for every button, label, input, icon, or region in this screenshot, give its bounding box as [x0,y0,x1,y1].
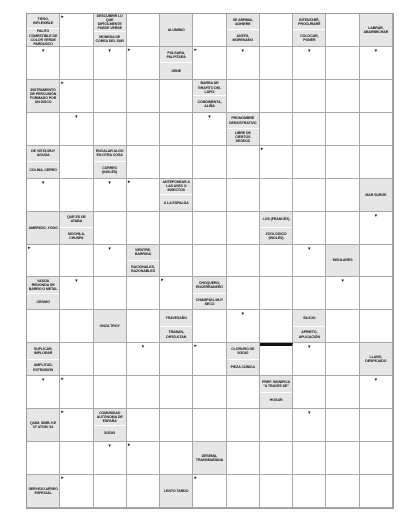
answer-cell[interactable] [360,146,393,179]
answer-cell[interactable] [193,376,226,409]
arrow-down-icon: ▾ [308,410,311,417]
clue-text: LABRAR, ABARBECHAR [363,25,389,34]
clue-cell [193,442,226,475]
answer-cell[interactable] [293,47,326,80]
answer-cell[interactable] [260,442,293,475]
answer-cell[interactable] [127,277,160,310]
arrow-down-icon: ▾ [108,47,111,54]
clue-text: SUPLICAR, IMPLORAR [33,346,53,356]
answer-cell[interactable] [27,47,60,80]
clue-cell [227,343,260,376]
answer-cell[interactable] [94,245,127,278]
clue-text: COLINA, CERRO [27,161,59,177]
answer-cell[interactable] [360,80,393,113]
answer-cell[interactable] [60,179,93,212]
answer-cell[interactable] [293,277,326,310]
clue-cell [227,113,260,146]
answer-cell[interactable] [227,475,260,508]
answer-cell[interactable] [94,442,127,475]
clue-text: CROMO [27,293,59,309]
answer-cell[interactable] [160,113,193,146]
answer-cell[interactable] [160,80,193,113]
answer-cell[interactable] [260,179,293,212]
clue-text: ZOOLÓGICO (INGLÉS) [260,227,292,243]
answer-cell[interactable] [227,277,260,310]
arrow-down-icon: ▾ [41,47,45,54]
clue-text: LOS (FRANCÉS) [262,217,290,222]
answer-cell[interactable] [227,47,260,80]
answer-cell[interactable] [326,146,359,179]
answer-cell[interactable] [326,475,359,508]
answer-cell[interactable] [193,146,226,179]
arrow-right-icon: ▸ [161,277,164,284]
answer-cell[interactable] [60,475,93,508]
clue-cell [260,212,293,245]
answer-cell[interactable] [360,376,393,409]
answer-cell[interactable] [326,277,359,310]
clue-cell [193,80,226,113]
clue-cell [360,179,393,212]
answer-cell[interactable] [293,376,326,409]
clue-text: VIENTRE, BARRIGA [134,248,151,257]
answer-cell[interactable] [260,310,293,343]
answer-cell[interactable] [227,409,260,442]
clue-text: ENCALAR ALGO EN OTRA COSA [95,149,124,158]
clue-text: MAR SURGE [365,192,387,197]
arrow-right-icon: ▸ [260,145,264,152]
clue-cell [94,310,127,343]
answer-cell[interactable] [260,475,293,508]
answer-cell[interactable] [227,212,260,245]
answer-cell[interactable] [227,376,260,409]
answer-cell[interactable] [360,277,393,310]
answer-cell[interactable] [326,212,359,245]
answer-cell[interactable] [293,212,326,245]
answer-cell[interactable] [193,409,226,442]
clue-cell [27,409,60,442]
answer-cell[interactable] [94,343,127,376]
crossword-grid [26,13,394,509]
answer-cell[interactable] [60,146,93,179]
answer-cell[interactable] [193,475,226,508]
answer-cell[interactable] [60,47,93,80]
arrow-down-icon: ▾ [141,344,145,351]
arrow-down-icon: ▾ [108,443,111,450]
answer-cell[interactable] [260,113,293,146]
answer-cell[interactable] [127,14,160,47]
answer-cell[interactable] [293,442,326,475]
answer-cell[interactable] [160,212,193,245]
answer-cell[interactable] [227,310,260,343]
clue-cell [27,80,60,113]
answer-cell[interactable] [293,80,326,113]
clue-text: CHAMPÁN, MUY SECO [193,293,225,309]
answer-cell[interactable] [326,47,359,80]
arrow-right-icon: ▸ [127,178,131,185]
clue-cell [293,14,326,47]
clue-cell [360,14,393,47]
clue-cell [326,245,359,278]
answer-cell[interactable] [160,442,193,475]
answer-cell[interactable] [160,409,193,442]
answer-cell[interactable] [94,212,127,245]
clue-text: SERVICIO AÉREO ESPECIAL [28,486,58,496]
arrow-down-icon: ▾ [208,113,211,120]
clue-text: ANTEPONEAR A LAS AVES O INSECTOS [162,180,190,193]
answer-cell[interactable] [127,113,160,146]
clue-text: PREF. SIGNIFICA "A TRAVÉS DE" [262,379,290,388]
clue-text: PRONOMBRE DEMOSTRATIVO [229,116,257,125]
arrow-down-icon: ▾ [341,278,344,285]
clue-text: COLOCAR, PONER [293,29,325,45]
clue-text: AMPLITUD, EXTENSIÓN [27,359,59,375]
clue-cell [293,310,326,343]
arrow-right-icon: ▸ [61,409,64,416]
answer-cell[interactable] [193,14,226,47]
clue-text: PIEZA CÚBICA [227,359,259,375]
clue-text: AMERICIO, YODO [28,225,58,230]
clue-text: CONDIMENTA, ALIÑA [193,95,225,111]
answer-cell[interactable] [260,277,293,310]
answer-cell[interactable] [260,409,293,442]
clue-text: COMUNIDAD AUTÓNOMA DE ESPAÑA [96,410,123,423]
answer-cell[interactable] [127,146,160,179]
answer-cell[interactable] [293,179,326,212]
answer-cell[interactable] [326,310,359,343]
answer-cell[interactable] [127,80,160,113]
clue-text: CHOQUERO, ENCERRADERO [195,281,224,290]
answer-cell[interactable] [94,376,127,409]
answer-cell[interactable] [127,409,160,442]
answer-cell[interactable] [293,343,326,376]
clue-text: GENE [160,62,192,78]
clue-text: SODIO [94,425,126,441]
clue-text: ONZA TROY [99,324,120,329]
answer-cell[interactable] [60,343,93,376]
answer-cell[interactable] [160,146,193,179]
arrow-right-icon: ▸ [61,475,64,482]
clue-text: MOCHILA, CHUSPA [60,227,92,243]
answer-cell[interactable] [193,113,226,146]
clue-cell [94,14,127,47]
answer-cell[interactable] [227,245,260,278]
arrow-down-icon: ▾ [75,278,78,285]
clue-text: LENTO TARDO [163,488,189,493]
clue-cell [227,14,260,47]
answer-cell[interactable] [193,343,226,376]
answer-cell[interactable] [27,245,60,278]
clue-cell [27,277,60,310]
clue-cell [193,277,226,310]
answer-cell[interactable] [326,113,359,146]
answer-cell[interactable] [160,343,193,376]
answer-cell[interactable] [60,277,93,310]
answer-cell[interactable] [193,310,226,343]
arrow-down-icon: ▾ [108,179,111,186]
answer-cell[interactable] [127,179,160,212]
clue-text: HOGAR [260,392,292,408]
answer-cell[interactable] [94,80,127,113]
clue-cell [160,310,193,343]
clue-cell [160,47,193,80]
answer-cell[interactable] [326,14,359,47]
answer-cell[interactable] [360,475,393,508]
clue-text: SE ARRIMA, ADHIERE [232,17,253,26]
arrow-right-icon: ▸ [194,475,197,482]
arrow-right-icon: ▸ [61,14,64,20]
arrow-down-icon: ▾ [41,377,45,384]
answer-cell[interactable] [193,179,226,212]
clue-text: CORREO (INGLÉS) [94,161,126,177]
answer-cell[interactable] [326,442,359,475]
answer-cell[interactable] [360,442,393,475]
arrow-down-icon: ▾ [308,344,311,351]
answer-cell[interactable] [360,212,393,245]
clue-text: ANTES, MORENANO [227,29,259,45]
clue-cell [94,409,127,442]
answer-cell[interactable] [60,245,93,278]
arrow-right-icon: ▸ [194,46,197,53]
answer-cell[interactable] [260,80,293,113]
arrow-down-icon: ▾ [108,245,111,252]
arrow-right-icon: ▸ [127,442,131,449]
answer-cell[interactable] [160,245,193,278]
arrow-down-icon: ▾ [308,47,311,54]
clue-cell [160,14,193,47]
answer-cell[interactable] [260,343,293,376]
answer-cell[interactable] [326,80,359,113]
answer-cell[interactable] [94,113,127,146]
answer-cell[interactable] [127,47,160,80]
arrow-down-icon: ▾ [41,179,45,186]
clue-cell [27,475,60,508]
answer-cell[interactable] [94,47,127,80]
answer-cell[interactable] [94,277,127,310]
answer-cell[interactable] [360,409,393,442]
answer-cell[interactable] [193,47,226,80]
answer-cell[interactable] [360,113,393,146]
answer-cell[interactable] [127,212,160,245]
answer-cell[interactable] [27,179,60,212]
answer-cell[interactable] [293,475,326,508]
answer-cell[interactable] [60,376,93,409]
clue-text: BARRA DE GRAFITO DEL LÁPIZ [197,81,222,94]
clue-cell [160,475,193,508]
clue-text: TRAVESAÑO [165,316,187,321]
clue-text: LIBRE DE CIERTOS DESEOS [227,128,259,144]
answer-cell[interactable] [260,245,293,278]
clue-cell [127,245,160,278]
clue-cell [27,14,60,47]
answer-cell[interactable] [360,310,393,343]
clue-text: VASIJA REDONDA DE BARRO O METAL [28,279,58,292]
answer-cell[interactable] [60,14,93,47]
clue-text: PALITO COMESTIBLE DE COLOR VERDE PARDUSCO [29,29,58,46]
arrow-right-icon: ▸ [127,46,131,53]
arrow-down-icon: ▾ [308,245,311,252]
clue-cell [160,179,193,212]
answer-cell[interactable] [94,179,127,212]
answer-cell[interactable] [160,277,193,310]
answer-cell[interactable] [260,146,293,179]
answer-cell[interactable] [326,409,359,442]
clue-cell [260,376,293,409]
answer-cell[interactable] [127,343,160,376]
answer-cell[interactable] [326,343,359,376]
clue-text: CLORURO DE SODIO [231,346,255,356]
answer-cell[interactable] [27,310,60,343]
arrow-down-icon: ▾ [374,47,378,54]
arrow-right-icon: ▸ [61,376,64,383]
answer-cell[interactable] [127,310,160,343]
clue-text: INSULARES [332,258,353,263]
answer-cell[interactable] [227,80,260,113]
answer-cell[interactable] [27,113,60,146]
arrow-down-icon: ▾ [374,212,378,219]
clue-text: LLANO, DESPEJADO [365,355,387,364]
answer-cell[interactable] [27,376,60,409]
clue-text: DESEMA, TRANSMAÑANA [195,453,224,463]
clue-text: APRIETO, APLICACIÓN [293,326,325,342]
clue-text: TIESO, INFLEXIBLE [33,17,54,26]
clue-cell [27,212,60,245]
answer-cell[interactable] [193,212,226,245]
answer-cell[interactable] [227,179,260,212]
answer-cell[interactable] [360,47,393,80]
arrow-right-icon: ▸ [28,244,31,251]
answer-cell[interactable] [127,376,160,409]
clue-text: MONEDA DE COREA DEL SUR [94,31,126,46]
answer-cell[interactable] [293,146,326,179]
clue-cell [94,146,127,179]
arrow-down-icon: ▾ [75,113,78,120]
clue-text: INTENTARÉ, PROCURARÉ [298,17,321,26]
clue-text: PULSARA, PALPITARA [166,50,186,59]
answer-cell[interactable] [360,245,393,278]
answer-cell[interactable] [193,245,226,278]
clue-text: QUIM. SIMB. KE Nº ATOM. 54 [30,421,57,430]
answer-cell[interactable] [293,245,326,278]
arrow-down-icon: ▾ [241,311,245,318]
answer-cell[interactable] [260,47,293,80]
clue-cell [60,212,93,245]
answer-cell[interactable] [60,80,93,113]
clue-text: ALUMINIO [167,27,185,32]
answer-cell[interactable] [260,14,293,47]
arrow-down-icon: ▾ [241,47,245,54]
answer-cell[interactable] [293,409,326,442]
clue-text: DESCUBRIR LO QUE DIFÍCILMENTE PUEDE VERSE [96,14,123,31]
answer-cell[interactable] [127,475,160,508]
answer-cell[interactable] [94,475,127,508]
clue-text: A LA ESPALDA [160,194,192,210]
answer-cell[interactable] [60,442,93,475]
arrow-right-icon: ▸ [194,343,197,350]
arrow-down-icon: ▾ [374,377,378,384]
answer-cell[interactable] [60,310,93,343]
clue-text: SILICIO [303,316,316,321]
clue-cell [27,146,60,179]
answer-cell[interactable] [227,442,260,475]
answer-cell[interactable] [293,113,326,146]
clue-cell [27,343,60,376]
clue-text: INSTRUMENTO DE PERCUSIÓN FORMADO POR UN DISCO [30,87,57,104]
clue-text: QUE ES DE ATABA [67,215,86,224]
answer-cell[interactable] [60,409,93,442]
arrow-right-icon: ▸ [61,79,64,86]
clue-text: RACIONALES, RAZONABLES [127,260,159,276]
answer-cell[interactable] [27,442,60,475]
answer-cell[interactable] [160,376,193,409]
clue-cell [360,343,393,376]
clue-text: DE VISTA MUY AGUDA [31,149,56,158]
answer-cell[interactable] [326,179,359,212]
answer-cell[interactable] [227,146,260,179]
answer-cell[interactable] [60,113,93,146]
clue-text: TRABAN, DIFICULTAN [160,326,192,342]
answer-cell[interactable] [127,442,160,475]
answer-cell[interactable] [326,376,359,409]
